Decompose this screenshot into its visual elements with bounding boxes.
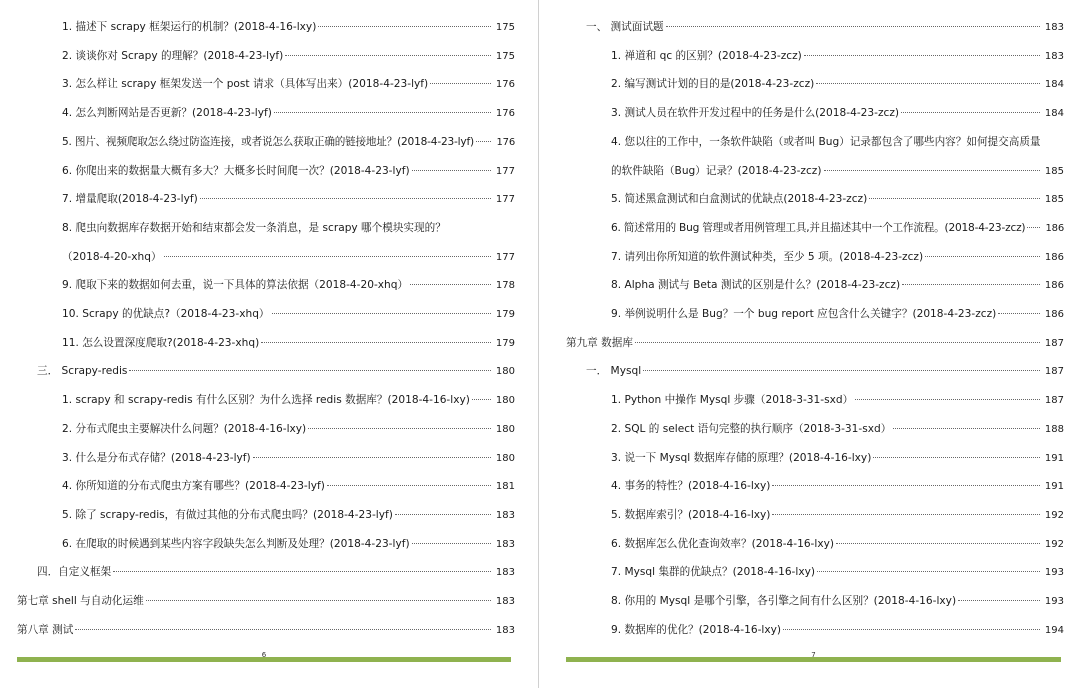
toc-entry-page-number: 176 [495,108,515,120]
toc-entry[interactable] [611,219,1064,237]
dot-leader [200,198,491,199]
toc-entry-title: 3. 说一下 Mysql 数据库存储的原理？(2018-4-16-lxy) [611,451,872,464]
toc-entry-title: 1. scrapy 和 scrapy-redis 有什么区别？为什么选择 redis 数据库？(2018-4-16-lxy) [62,394,470,407]
toc-entry[interactable] [611,133,1064,151]
dot-leader [893,428,1040,429]
toc-entry[interactable] [611,190,1064,208]
dot-leader [783,629,1040,630]
toc-entry[interactable] [17,592,515,610]
toc-entry-title: （2018-4-20-xhq） [62,250,162,263]
toc-entry-title: 6. 数据库怎么优化查询效率？(2018-4-16-lxy) [611,537,834,550]
dot-leader [272,313,491,314]
dot-leader [1027,227,1040,228]
dot-leader [902,284,1040,285]
toc-entry-page-number: 177 [495,165,515,177]
toc-entry-title: 4. 事务的特性？(2018-4-16-lxy) [611,480,771,493]
toc-entry-page-number: 181 [495,481,515,493]
dot-leader [395,514,491,515]
toc-entry-title: 3. 测试人员在软件开发过程中的任务是什么(2018-4-23-zcz) [611,107,900,120]
toc-entry-page-number: 193 [1044,596,1064,607]
toc-entry-page-number: 180 [495,423,515,435]
toc-entry-page-number: 183 [495,596,515,607]
toc-entry-title: 5. 简述黑盒测试和白盒测试的优缺点(2018-4-23-zcz) [611,193,868,206]
toc-entry[interactable] [62,391,515,409]
toc-entry[interactable] [611,248,1064,266]
toc-entry-title: 2. 编写测试计划的目的是(2018-4-23-zcz) [611,78,815,91]
toc-entry-page-number: 180 [495,366,515,378]
toc-entry-page-number: 183 [495,509,515,521]
toc-entry-page-number: 194 [1044,624,1064,636]
toc-entry-page-number: 176 [495,79,515,91]
dot-leader [873,457,1040,458]
toc-entry-page-number: 187 [1044,366,1064,378]
toc-entry[interactable] [62,276,515,294]
toc-entry-title: 8. 爬虫向数据库存数据开始和结束都会发一条消息，是 scrapy 哪个模块实现的？ [62,221,446,234]
toc-entry-title: 8. 你用的 Mysql 是哪个引擎，各引擎之间有什么区别？(2018-4-16-lxy) [611,595,957,607]
toc-entry[interactable] [566,334,1064,352]
toc-entry-page-number: 179 [495,309,515,320]
toc-entry[interactable] [62,219,515,237]
page-number-left: 6 [261,651,267,659]
toc-entry-title: 2. SQL 的 select 语句完整的执行顺序（2018-3-31-sxd） [611,422,892,435]
toc-entry-page-number: 183 [1044,50,1064,62]
dot-leader [410,284,491,285]
toc-entry-page-number: 176 [496,136,515,148]
toc-entry-title: 7. 增量爬取(2018-4-23-lyf) [62,193,198,206]
toc-entry[interactable] [62,420,515,438]
toc-entry-title: 6. 你爬出来的数据量大概有多大？大概多长时间爬一次？(2018-4-23-lyf) [62,164,410,177]
dot-leader [327,485,491,486]
toc-entry-page-number: 187 [1044,337,1064,349]
toc-entry-title: 7. 请列出你所知道的软件测试种类，至少 5 项。(2018-4-23-zcz) [611,250,924,263]
toc-entry-page-number: 187 [1044,395,1064,407]
toc-entry[interactable] [611,592,1064,610]
toc-entry-title: 一． Mysql [586,365,642,378]
toc-entry-page-number: 186 [1045,222,1064,234]
toc-entry-title: 1. Python 中操作 Mysql 步骤（2018-3-31-sxd） [611,394,854,407]
dot-leader [901,112,1040,113]
dot-leader [285,55,491,56]
toc-entry-title: 5. 除了 scrapy-redis，有做过其他的分布式爬虫吗？(2018-4-23-lyf) [62,508,393,521]
toc-entry-title: 3. 什么是分布式存储？(2018-4-23-lyf) [62,451,251,464]
toc-entry-page-number: 191 [1044,452,1064,464]
toc-entry-page-number: 177 [495,194,515,206]
page-gutter [538,0,539,688]
dot-leader [869,198,1040,199]
toc-entry-page-number: 191 [1044,481,1064,493]
dot-leader [75,629,491,630]
toc-entry-title: 6. 在爬取的时候遇到某些内容字段缺失怎么判断及处理？(2018-4-23-lyf) [62,537,410,550]
dot-leader [164,256,491,257]
dot-leader [129,370,491,371]
dot-leader [412,170,491,171]
toc-entry[interactable] [62,477,515,495]
toc-entry[interactable] [611,420,1064,438]
toc-entry-title: 三． Scrapy-redis [37,365,128,378]
toc-entry[interactable] [611,506,1064,524]
toc-entry-page-number: 186 [1044,309,1064,320]
toc-entry[interactable] [611,391,1064,409]
dot-leader [998,313,1040,314]
dot-leader [772,514,1040,515]
toc-entry[interactable] [62,535,515,553]
toc-entry-title: 1. 禅道和 qc 的区别？(2018-4-23-zcz) [611,49,802,62]
toc-entry-page-number: 186 [1044,280,1064,292]
toc-entry-page-number: 188 [1044,423,1064,435]
dot-leader [113,571,491,572]
dot-leader [253,457,491,458]
toc-entry[interactable] [611,47,1064,65]
toc-entry-title: 9. 数据库的优化？(2018-4-16-lxy) [611,623,782,636]
dot-leader [318,26,491,27]
toc-entry[interactable] [611,477,1064,495]
toc-entry-title: 4. 怎么判断网站是否更新？(2018-4-23-lyf) [62,107,272,120]
toc-entry-page-number: 178 [495,280,515,292]
dot-leader [430,83,491,84]
toc-entry[interactable] [62,506,515,524]
dot-leader [817,571,1040,572]
dot-leader [816,83,1040,84]
toc-entry[interactable] [62,190,515,208]
dot-leader [643,370,1040,371]
dot-leader [666,26,1040,27]
toc-entry[interactable] [62,305,515,323]
toc-entry-title: 5. 图片、视频爬取怎么绕过防盗连接，或者说怎么获取正确的链接地址？(2018-4-23-lyf) [62,135,474,148]
toc-entry-page-number: 183 [495,624,515,636]
toc-entry[interactable] [62,449,515,467]
toc-entry-page-number: 180 [495,452,515,464]
toc-entry-title: 9. 爬取下来的数据如何去重，说一下具体的算法依据（2018-4-20-xhq） [62,279,409,292]
toc-entry-title: 3. 怎么样让 scrapy 框架发送一个 post 请求（具体写出来）(2018-4-23-lyf) [62,78,429,91]
toc-entry[interactable] [62,47,515,65]
toc-entry-title: 6. 简述常用的 Bug 管理或者用例管理工具,并且描述其中一个工作流程。(2018-4-23-zcz) [611,221,1026,234]
dot-leader [635,342,1040,343]
toc-entry[interactable] [611,162,1064,180]
toc-entry[interactable] [611,535,1064,553]
toc-entry-title: 2. 分布式爬虫主要解决什么问题？(2018-4-16-lxy) [62,422,307,435]
toc-entry-title: 2. 谈谈你对 Scrapy 的理解？(2018-4-23-lyf) [62,49,284,62]
dot-leader [824,170,1040,171]
toc-entry[interactable] [611,563,1064,581]
toc-entry[interactable] [62,162,515,180]
toc-entry-title: 4. 您以往的工作中，一条软件缺陷（或者叫 Bug）记录都包含了哪些内容？如何提交高质量 [611,135,1041,148]
dot-leader [412,543,491,544]
toc-entry-title: 8. Alpha 测试与 Beta 测试的区别是什么？(2018-4-23-zcz) [611,279,901,292]
toc-entry[interactable] [611,276,1064,294]
toc-entry-page-number: 186 [1044,251,1064,263]
dot-leader [855,399,1040,400]
dot-leader [836,543,1040,544]
dot-leader [772,485,1040,486]
toc-page-right [549,0,1080,688]
toc-entry-title: 9. 举例说明什么是 Bug？一个 bug report 应包含什么关键字？(2018-4-23-zcz) [611,308,997,320]
toc-entry[interactable] [586,18,1064,36]
toc-entry[interactable] [62,334,515,352]
toc-entry[interactable] [62,248,515,266]
toc-entry[interactable] [611,449,1064,467]
dot-leader [261,342,491,343]
toc-entry[interactable] [611,621,1064,639]
toc-entry-title: 10. Scrapy 的优缺点?（2018-4-23-xhq） [62,308,270,320]
toc-page-left [0,0,528,688]
toc-entry-title: 7. Mysql 集群的优缺点？(2018-4-16-lxy) [611,566,815,579]
dot-leader [274,112,491,113]
dot-leader [472,399,491,400]
toc-entry[interactable] [586,362,1064,380]
toc-entry-title: 第七章 shell 与自动化运维 [17,595,144,607]
dot-leader [476,141,491,142]
toc-entry[interactable] [62,133,515,151]
toc-entry-page-number: 183 [1044,22,1064,33]
toc-entry-page-number: 192 [1044,538,1064,550]
toc-entry[interactable] [17,621,515,639]
page-number-right: 7 [811,651,816,659]
toc-entry[interactable] [611,104,1064,122]
dot-leader [146,600,491,601]
toc-entry-page-number: 193 [1044,567,1064,579]
toc-entry-page-number: 175 [495,50,515,62]
toc-entry-page-number: 192 [1044,509,1064,521]
dot-leader [925,256,1040,257]
toc-entry-page-number: 183 [495,567,515,579]
toc-entry[interactable] [611,75,1064,93]
toc-entry-page-number: 180 [495,395,515,407]
toc-entry-title: 第九章 数据库 [566,336,633,349]
toc-entry[interactable] [62,104,515,122]
toc-entry-page-number: 179 [495,337,515,349]
toc-entry[interactable] [62,75,515,93]
toc-entry-title: 4. 你所知道的分布式爬虫方案有哪些？(2018-4-23-lyf) [62,480,325,493]
toc-entry-page-number: 185 [1044,165,1064,177]
dot-leader [804,55,1040,56]
dot-leader [308,428,491,429]
toc-entry-title: 一、 测试面试题 [586,21,664,33]
dot-leader [958,600,1040,601]
toc-entry[interactable] [611,305,1064,323]
toc-entry-title: 四．自定义框架 [37,566,112,579]
toc-entry-page-number: 177 [495,251,515,263]
toc-entry-page-number: 183 [495,538,515,550]
toc-entry[interactable] [37,362,515,380]
toc-entry[interactable] [37,563,515,581]
toc-entry-title: 1. 描述下 scrapy 框架运行的机制？(2018-4-16-lxy) [62,21,317,33]
toc-entry-title: 5. 数据库索引？(2018-4-16-lxy) [611,508,771,521]
toc-entry-page-number: 175 [495,22,515,33]
toc-entry[interactable] [62,18,515,36]
toc-entry-title: 第八章 测试 [17,623,74,636]
toc-entry-page-number: 184 [1044,79,1064,91]
toc-entry-page-number: 185 [1044,194,1064,206]
toc-entry-title: 的软件缺陷（Bug）记录？(2018-4-23-zcz) [611,164,822,177]
toc-entry-title: 11. 怎么设置深度爬取?(2018-4-23-xhq) [62,336,260,349]
toc-entry-page-number: 184 [1044,108,1064,120]
